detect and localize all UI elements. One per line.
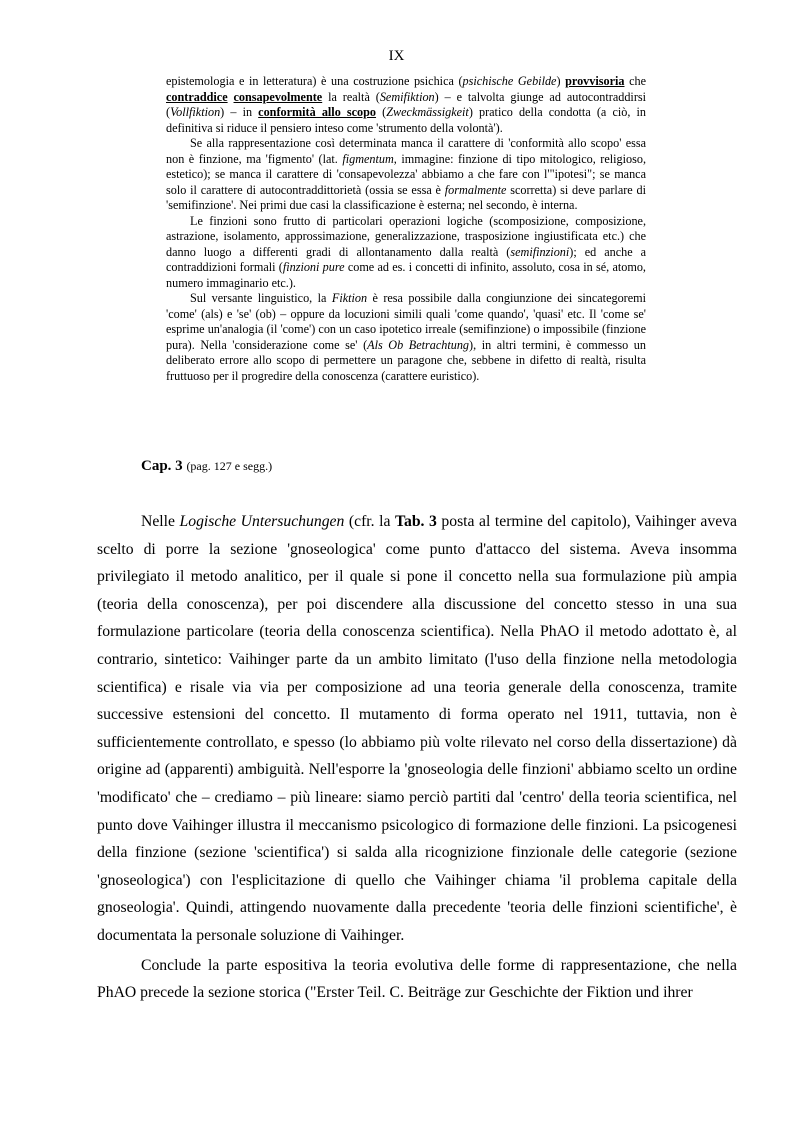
block-quote <box>166 74 646 384</box>
italic-text: psichische Gebilde <box>462 74 557 88</box>
text: ) – in <box>220 105 259 119</box>
chapter-heading <box>141 457 272 475</box>
text: , immagine: finzione di tipo mitologico, religioso, estetico); se manca il carattere di 'consapevolezza' abbiamo a che fare con l'"ipotesi"; se manca solo il carattere di autocontraddittorietà (ossia se essa è <box>166 151 646 197</box>
page-number: IX <box>388 48 405 64</box>
text: ), in altri termini, è commesso un deliberato errore allo scopo di permettere un paragone che, sebbene in difetto di realtà, risulta fruttuoso per il progredire della conoscenza (carattere euristico). <box>166 337 646 383</box>
text: (cfr. la <box>344 513 395 530</box>
text: Se alla rappresentazione così determinata manca il carattere di 'conformità allo scopo' essa non è finzione, ma 'figmento' (lat. <box>166 136 646 166</box>
text: Nelle <box>141 513 180 530</box>
text: scorretta) si deve parlare di 'semifinzione'. Nei primi due casi la classificazione è esterna; nel secondo, è interna. <box>166 182 647 212</box>
italic-text: Vollfiktion <box>170 105 221 119</box>
italic-text: Fiktion <box>331 291 368 305</box>
text: epistemologia e in letteratura) è una costruzione psichica ( <box>166 74 463 88</box>
quote-paragraph-4 <box>166 291 646 384</box>
italic-text: figmentum <box>342 151 394 166</box>
italic-text: finzioni pure <box>282 260 345 274</box>
text: come ad es. i concetti di infinito, assoluto, cosa in sé, atomo, numero immaginario etc.). <box>166 260 646 290</box>
text: ( <box>376 105 387 119</box>
underlined-term: consapevolmente <box>233 89 323 104</box>
body-paragraph-1 <box>97 508 737 950</box>
text: Sul versante linguistico, la <box>190 291 332 305</box>
text: ); ed anche a contraddizioni formali ( <box>166 244 646 274</box>
italic-text: semifinzioni <box>510 244 570 259</box>
italic-text: Semifiktion <box>379 89 435 104</box>
underlined-term: conformità allo scopo <box>258 105 377 119</box>
quote-paragraph-1 <box>166 74 646 136</box>
underlined-term: contraddice <box>166 89 228 104</box>
text: Le finzioni sono frutto di particolari operazioni logiche (scomposizione, composizione, astrazione, isolamento, approssimazione, generalizzazione, trasposizione ingiustificata etc.) che danno luogo a differenti gradi di allontanamento dalla realtà ( <box>166 213 646 259</box>
text: ) <box>556 74 566 88</box>
text: è resa possibile dalla congiunzione dei sincategoremi 'come' (als) e 'se' (ob) – oppure da locuzioni simili quali 'come quando', 'quasi' etc. Il 'come se' esprime un'analogia (il 'come') con un caso ipotetico irreale (semifinzione) o impossibile (finzione pura). Nella 'considerazione come se' ( <box>166 291 647 352</box>
italic-text: formalmente <box>444 182 507 197</box>
bold-text: Tab. 3 <box>394 513 437 530</box>
chapter-page-ref: (pag. 127 e segg.) <box>186 459 273 473</box>
text: che <box>624 74 646 88</box>
text: posta al termine del capitolo), Vaihinger aveva scelto di porre la sezione 'gnoseologica' come punto d'attacco del sistema. Aveva insomma privilegiato il metodo analitico, per il quale si pone il concetto nella sua formulazione più ampia (teoria della conoscenza), per poi discendere alla discussione del concetto stesso in una sua formulazione particolare (teoria della conoscenza scientifica). Nella PhAO il metodo adottato è, al contrario, sintetico: Vaihinger parte da un ambito limitato (l'uso della finzione nella metodologia scientifica) e risale via via per composizione ad una teoria generale della conoscenza, tramite successive estensioni del concetto. Il mutamento di forma operato nel 1911, tuttavia, non è sufficientemente controllato, e spesso (lo abbiamo più volte rilevato nel corso della dissertazione) dà origine ad (apparenti) ambiguità. Nell'esporre la 'gnoseologia delle finzioni' abbiamo scelto un ordine 'modificato' che – crediamo – più lineare: siamo perciò partiti dal 'centro' della teoria scientifica, nel punto dove Vaihinger illustra il meccanismo psicologico di formazione delle finzioni. La psicogenesi della finzione (sezione 'scientifica') si salda alla ricognizione finzionale delle categorie (sezione 'gnoseologica') con l'esplicitazione di quello che Vaihinger chiama 'il problema capitale della gnoseologia'. Quindi, attingendo nuovamente dalla precedente 'teoria delle finzioni scientifiche', è documentata la personale soluzione di Vaihinger. <box>97 513 737 944</box>
italic-text: Als Ob Betrachtung <box>367 337 470 352</box>
italic-text: Logische Untersuchungen <box>179 513 345 530</box>
quote-paragraph-2 <box>166 136 646 214</box>
italic-text: Zweckmässigkeit <box>386 105 469 119</box>
text: la realtà ( <box>322 89 380 104</box>
text: ) – e talvolta giunge ad autocontraddirsi ( <box>166 89 647 119</box>
body-paragraph-2: Conclude la parte espositiva la teoria evolutiva delle forme di rappresentazione, che nella PhAO precede la sezione storica ("Erster Teil. C. Beiträge zur Geschichte der Fiktion und ihrer <box>97 956 737 1002</box>
underlined-term: provvisoria <box>565 74 625 88</box>
text: ) pratico della condotta (a ciò, in definitiva si riduce il pensiero inteso come 'strumento della volontà'). <box>166 105 646 135</box>
quote-paragraph-3 <box>166 214 646 292</box>
body-text <box>97 508 737 1007</box>
chapter-label: Cap. 3 <box>141 458 183 474</box>
